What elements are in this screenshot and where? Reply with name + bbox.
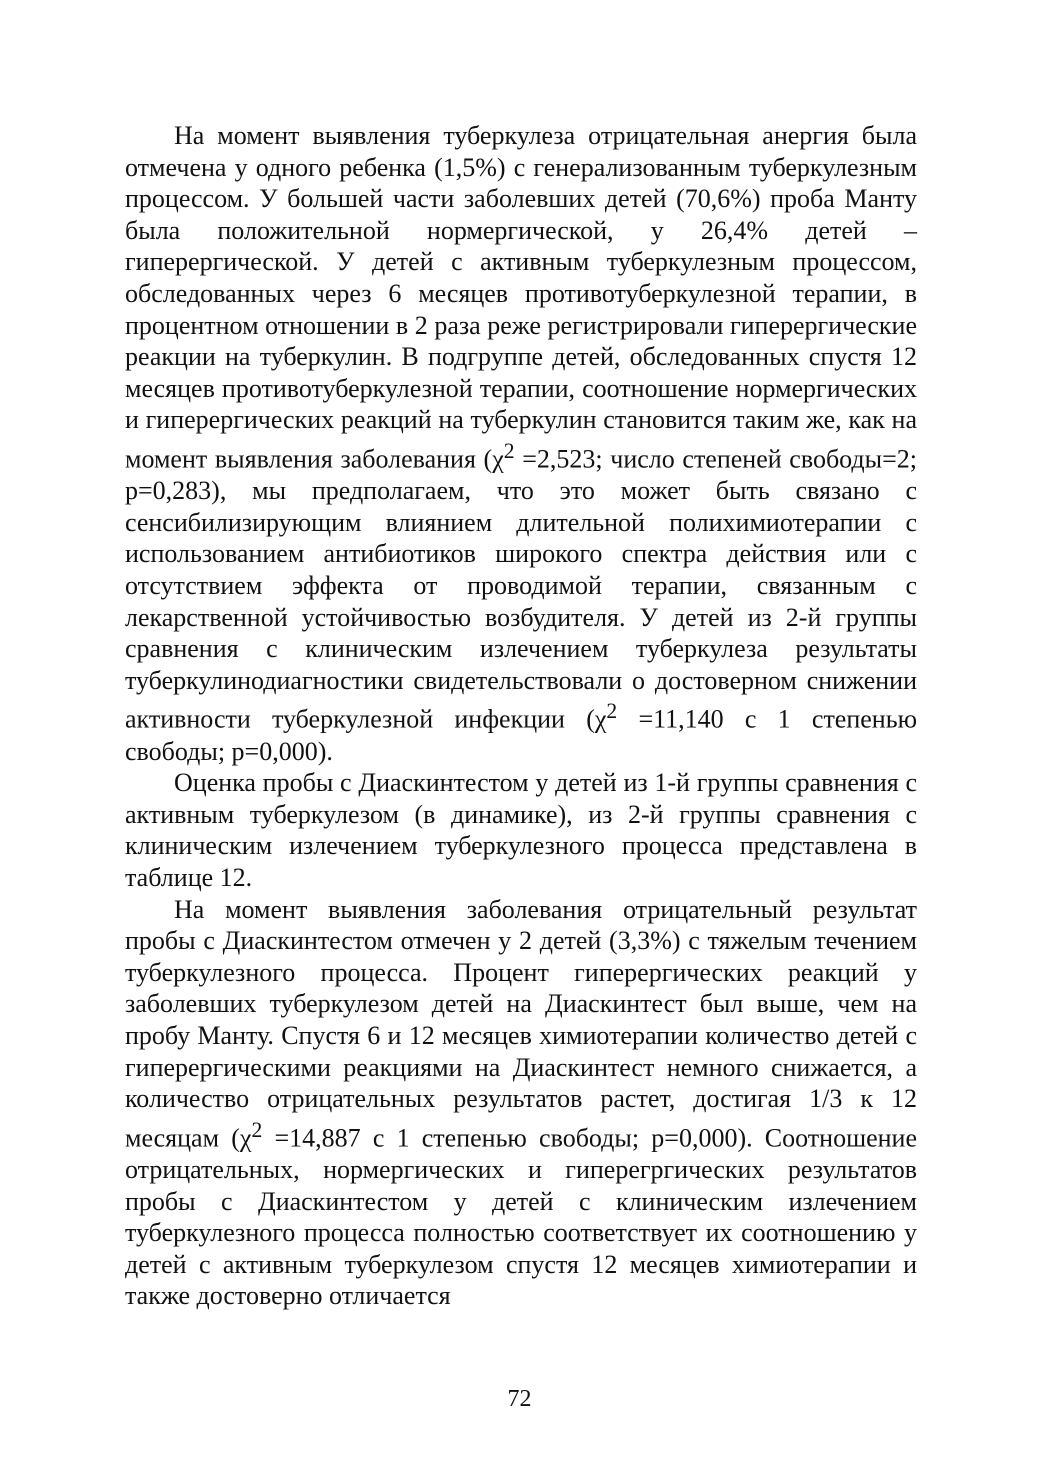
page-number: 72 xyxy=(507,1386,532,1412)
paragraph-3 xyxy=(125,894,917,1312)
paragraph-2-text: Оценка пробы с Диаскинтестом у детей из 1-й группы сравнения с активным туберкулезом (в динамике), из 2-й группы сравнения с клиническим излечением туберкулезного процесса представлена в таблице 12. xyxy=(125,768,917,892)
chi-square-superscript: 2 xyxy=(251,1117,263,1142)
paragraph-1-text-b: =2,523; число степеней свободы=2; р=0,283), мы предполагаем, что это может быть связано с сенсибилизирующим влиянием длительной полихимиотерапии с использованием антибиотиков широкого спектра действия или с отсутствием эффекта от проводимой терапии, связанным с лекарственной устойчивостью возбудителя. У детей из 2-й группы сравнения с клиническим излечением туберкулеза результаты туберкулинодиагностики свидетельствовали о достоверном снижении активности туберкулезной инфекции (χ xyxy=(125,444,918,734)
paragraph-1-text-a: На момент выявления туберкулеза отрицательная анергия была отмечена у одного ребенка (1,5%) с генерализованным туберкулезным процессом. У большей части заболевших детей (70,6%) проба Манту была положительной нормергической, у 26,4% детей – гиперергической. У детей с активным туберкулезным процессом, обследованных через 6 месяцев противотуберкулезной терапии, в процентном отношении в 2 раза реже регистрировали гиперергические реакции на туберкулин. В подгруппе детей, обследованных спустя 12 месяцев противотуберкулезной терапии, соотношение нормергических и гиперергических реакций на туберкулин становится таким же, как на момент выявления заболевания (χ xyxy=(125,121,917,474)
paragraph-1-text-c: =11,140 с 1 степенью свободы; р=0,000). xyxy=(125,705,917,766)
paragraph-3-text-a: На момент выявления заболевания отрицательный результат пробы с Диаскинтестом отмечен у 2 детей (3,3%) с тяжелым течением туберкулезного процесса. Процент гиперергических реакций у заболевших туберкулезом детей на Диаскинтест был выше, чем на пробу Манту. Спустя 6 и 12 месяцев химиотерапии количество детей с гиперергическими реакциями на Диаскинтест немного снижается, а количество отрицательных результатов растет, достигая 1/3 к 12 месяцам (χ xyxy=(125,894,917,1153)
paragraph-1 xyxy=(125,120,917,767)
chi-square-superscript: 2 xyxy=(606,699,618,724)
paragraph-2 xyxy=(125,767,917,893)
page-body xyxy=(125,120,917,1312)
paragraph-3-text-b: =14,887 с 1 степенью свободы; р=0,000). Соотношение отрицательных, нормергических и гиперегргических результатов пробы с Диаскинтестом у детей с клиническим излечением туберкулезного процесса полностью соответствует их соотношению у детей с активным туберкулезом спустя 12 месяцев химиотерапии и также достоверно отличается xyxy=(125,1123,918,1311)
chi-square-superscript: 2 xyxy=(503,438,515,463)
